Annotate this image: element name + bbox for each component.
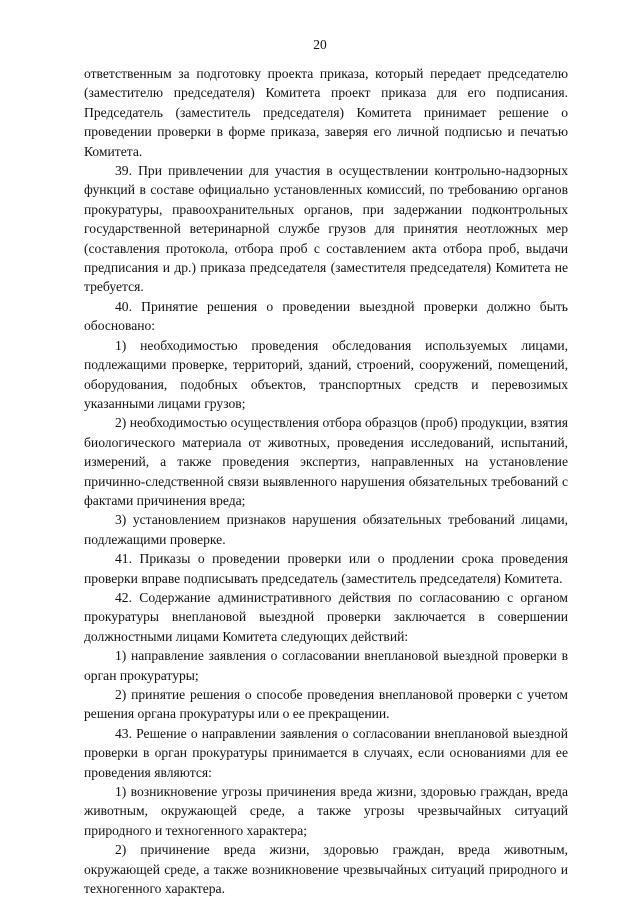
paragraph: ответственным за подготовку проекта приказа, который передает председателю (заместителю председателя) Комитета проект приказа для его подписания. Председатель (заместитель председателя) Комитета принимает решение о проведении проверки в форме приказа, заверяя его личной подписью и печатью Комитета. <box>84 66 568 159</box>
list-item: 1) направление заявления о согласовании внеплановой выездной проверки в орган прокуратуры; <box>84 648 568 683</box>
list-item: 1) возникновение угрозы причинения вреда жизни, здоровью граждан, вреда животным, окружающей среде, а также угрозы чрезвычайных ситуаций природного и техногенного характера; <box>84 784 568 838</box>
paragraph-43: 43. Решение о направлении заявления о согласовании внеплановой выездной проверки в орган прокуратуры принимается в случаях, если основаниями для ее проведения являются: <box>84 725 568 780</box>
document-body <box>84 64 568 898</box>
list-item: 2) причинение вреда жизни, здоровью граждан, вреда животным, окружающей среде, а также возникновение чрезвычайных ситуаций природного и техногенного характера. <box>84 842 568 897</box>
paragraph-41: 41. Приказы о проведении проверки или о продлении срока проведения проверки вправе подписывать председатель (заместитель председателя) Комитета. <box>84 551 568 586</box>
list-item: 2) необходимостью осуществления отбора образцов (проб) продукции, взятия биологического материала от животных, проведения исследований, испытаний, измерений, а также проведения экспертиз, направленных на установление причинно-следственной связи выявленного нарушения обязательных требований с фактами причинения вреда; <box>84 415 568 508</box>
list-item: 2) принятие решения о способе проведения внеплановой проверки с учетом решения органа прокуратуры или о ее прекращении. <box>84 687 568 722</box>
page-number: 20 <box>313 37 327 52</box>
list-item: 3) установлением признаков нарушения обязательных требований лицами, подлежащими проверке. <box>84 512 568 547</box>
list-item: 1) необходимостью проведения обследования используемых лицами, подлежащими проверке, территорий, зданий, строений, сооружений, помещений, оборудования, подобных объектов, транспортных средств и перевозимых указанными лицами грузов; <box>84 337 568 411</box>
paragraph-42: 42. Содержание административного действия по согласованию с органом прокуратуры внеплановой выездной проверки заключается в совершении должностными лицами Комитета следующих действий: <box>84 589 568 644</box>
paragraph-39: 39. При привлечении для участия в осуществлении контрольно-надзорных функций в составе официально установленных комиссий, по требованию органов прокуратуры, правоохранительных органов, при задержании подконтрольных государственной ветеринарной службе грузов для принятия неотложных мер (составления протокола, отбора проб с составлением акта отбора проб, выдачи предписания и др.) приказа председателя (заместителя председателя) Комитета не требуется. <box>84 163 568 295</box>
paragraph-40: 40. Принятие решения о проведении выездной проверки должно быть обосновано: <box>84 298 568 334</box>
